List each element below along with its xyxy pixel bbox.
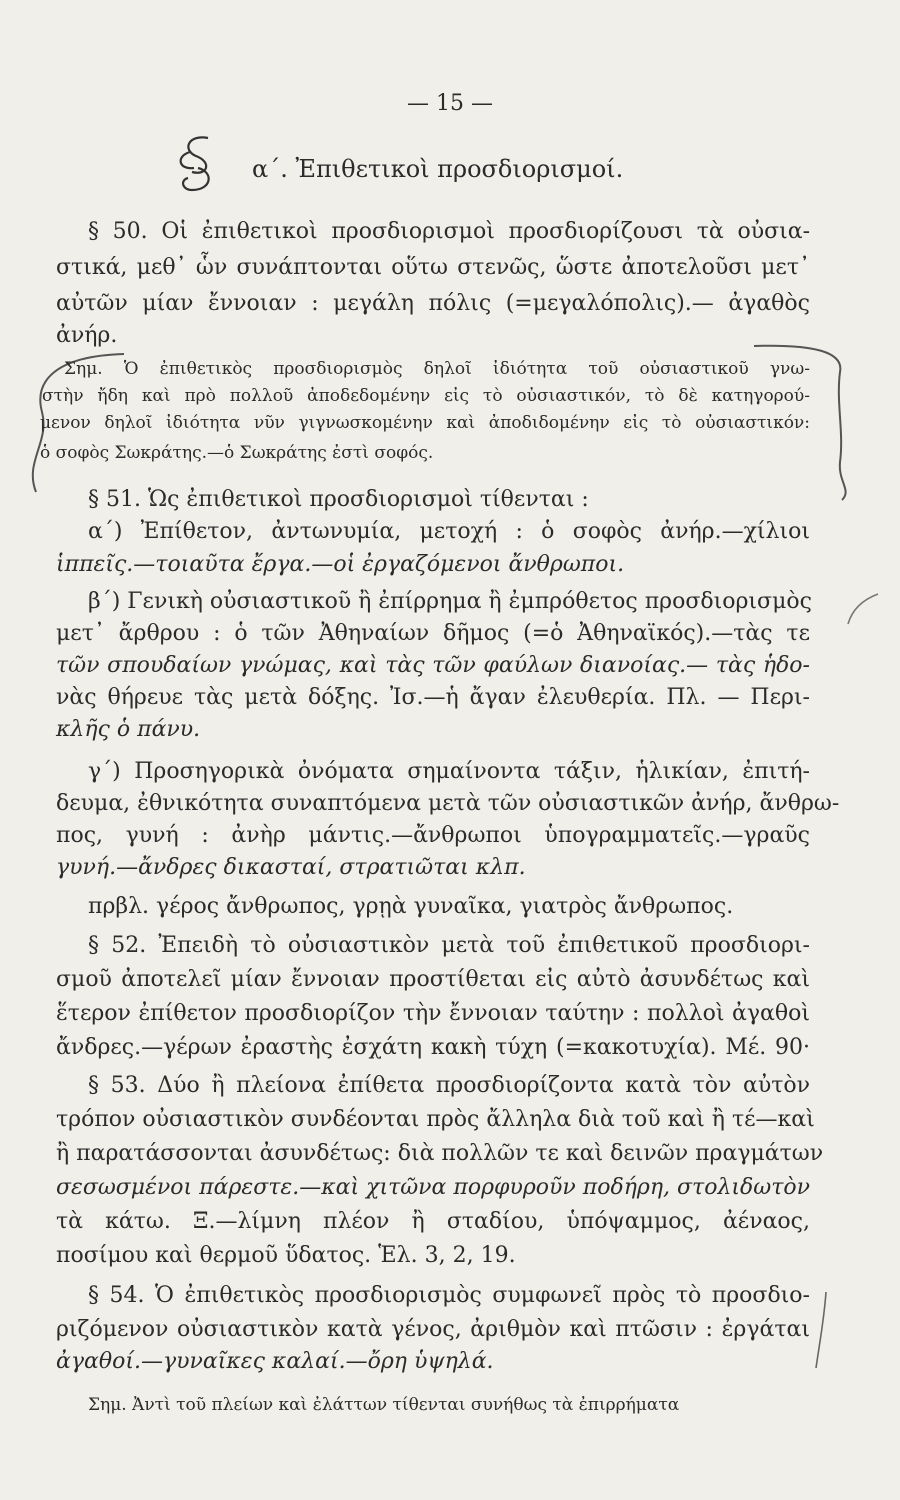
text-line: § 53. Δύο ἢ πλείονα ἐπίθετα προσδιορίζοντα κατὰ τὸν αὐτὸν	[88, 1073, 810, 1098]
text-line: α΄) Ἐπίθετον, ἀντωνυμία, μετοχή : ὁ σοφὸς ἀνήρ.—χίλιοι	[88, 519, 810, 544]
margin-line-icon	[812, 1290, 832, 1370]
text-line: τῶν σπουδαίων γνώμας, καὶ τὰς τῶν φαύλων διανοίας.— τὰς ἡδο-	[56, 653, 810, 678]
note-line: μενον δηλοῖ ἰδιότητα νῦν γιγνωσκομένην καὶ ἀποδιδομένην εἰς τὸ οὐσιαστικόν:	[40, 413, 810, 433]
text-line: πρβλ. γέρος ἄνθρωπος, γρῃὰ γυναῖκα, γιατρὸς ἄνθρωπος.	[88, 894, 734, 919]
text-line: § 52. Ἐπειδὴ τὸ οὐσιαστικὸν μετὰ τοῦ ἐπιθετικοῦ προσδιορι-	[88, 933, 810, 958]
page-number: — 15 —	[407, 91, 493, 116]
note-line: Σημ. Ὁ ἐπιθετικὸς προσδιορισμὸς δηλοῖ ἰδιότητα τοῦ οὐσιαστικοῦ γνω-	[64, 359, 810, 379]
margin-mark-icon	[842, 590, 882, 630]
text-line: σεσωσμένοι πάρεστε.—καὶ χιτῶνα πορφυροῦν ποδήρη, στολιδωτὸν	[56, 1175, 810, 1200]
text-line: γυνή.—ἄνδρες δικασταί, στρατιῶται κλπ.	[56, 855, 526, 880]
text-line: ἕτερον ἐπίθετον προσδιορίζον τὴν ἔννοιαν ταύτην : πολλοὶ ἀγαθοὶ	[56, 1001, 810, 1026]
text-line: ριζόμενον οὐσιαστικὸν κατὰ γένος, ἀριθμὸν καὶ πτῶσιν : ἐργάται	[56, 1317, 810, 1342]
text-line: αὐτῶν μίαν ἔννοιαν : μεγάλη πόλις (=μεγαλόπολις).— ἀγαθὸς	[56, 291, 810, 316]
handwritten-section-mark-icon	[168, 132, 228, 196]
text-line: ἄνδρες.—γέρων ἐραστὴς ἐσχάτη κακὴ τύχη (=κακοτυχία). Μέ. 90·	[56, 1035, 810, 1060]
text-line: μετ᾿ ἄρθρου : ὁ τῶν Ἀθηναίων δῆμος (=ὁ Ἀθηναϊκός).—τὰς τε	[56, 621, 810, 646]
text-line: τρόπον οὐσιαστικὸν συνδέονται πρὸς ἄλληλα διὰ τοῦ καὶ ἢ τέ—καὶ	[56, 1107, 815, 1132]
text-line: στικά, μεθ᾿ ὧν συνάπτονται οὕτω στενῶς, ὥστε ἀποτελοῦσι μετ᾿	[56, 255, 810, 280]
text-line: τὰ κάτω. Ξ.—λίμνη πλέον ἢ σταδίου, ὑπόψαμμος, ἀέναος,	[56, 1209, 810, 1234]
note-line: στὴν ἤδη καὶ πρὸ πολλοῦ ἀποδεδομένην εἰς τὸ οὐσιαστικόν, τὸ δὲ κατηγορού-	[42, 386, 810, 406]
note-line: Σημ. Ἀντὶ τοῦ πλείων καὶ ἐλάττων τίθενται συνήθως τὰ ἐπιρρήματα	[88, 1395, 680, 1415]
text-line: ἀνήρ.	[56, 323, 118, 348]
text-line: ἢ παρατάσσονται ἀσυνδέτως: διὰ πολλῶν τε καὶ δεινῶν πραγμάτων	[56, 1141, 824, 1166]
text-line: ποσίμου καὶ θερμοῦ ὕδατος. Ἑλ. 3, 2, 19.	[56, 1243, 516, 1268]
text-line: β΄) Γενικὴ οὐσιαστικοῦ ἢ ἐπίρρημα ἢ ἐμπρόθετος προσδιορισμὸς	[88, 589, 812, 614]
text-line: § 51. Ὡς ἐπιθετικοὶ προσδιορισμοὶ τίθενται :	[88, 487, 589, 512]
text-line: § 54. Ὁ ἐπιθετικὸς προσδιορισμὸς συμφωνεῖ πρὸς τὸ προσδιο-	[88, 1283, 810, 1308]
note-line: ὁ σοφὸς Σωκράτης.—ὁ Σωκράτης ἐστὶ σοφός.	[40, 443, 434, 463]
text-line: γ΄) Προσηγορικὰ ὀνόματα σημαίνοντα τάξιν, ἡλικίαν, ἐπιτή-	[88, 759, 810, 784]
text-line: κλῆς ὁ πάνυ.	[56, 717, 201, 742]
section-heading: α΄. Ἐπιθετικοὶ προσδιορισμοί.	[252, 155, 624, 183]
text-line: νὰς θήρευε τὰς μετὰ δόξης. Ἰσ.—ἡ ἄγαν ἐλευθερία. Πλ. — Περι-	[56, 685, 810, 710]
text-line: σμοῦ ἀποτελεῖ μίαν ἔννοιαν προστίθεται εἰς αὐτὸ ἀσυνδέτως καὶ	[56, 967, 810, 992]
text-line: δευμα, ἐθνικότητα συναπτόμενα μετὰ τῶν οὐσιαστικῶν ἀνήρ, ἄνθρω-	[56, 791, 840, 816]
text-line: ἀγαθοί.—γυναῖκες καλαί.—ὄρη ὑψηλά.	[56, 1349, 494, 1374]
text-line: πος, γυνή : ἀνὴρ μάντις.—ἄνθρωποι ὑπογραμματεῖς.—γραῦς	[56, 823, 810, 848]
text-line: ἱππεῖς.—τοιαῦτα ἔργα.—οἱ ἐργαζόμενοι ἄνθρωποι.	[56, 552, 625, 577]
text-line: § 50. Οἱ ἐπιθετικοὶ προσδιορισμοὶ προσδιορίζουσι τὰ οὐσια-	[88, 219, 810, 244]
